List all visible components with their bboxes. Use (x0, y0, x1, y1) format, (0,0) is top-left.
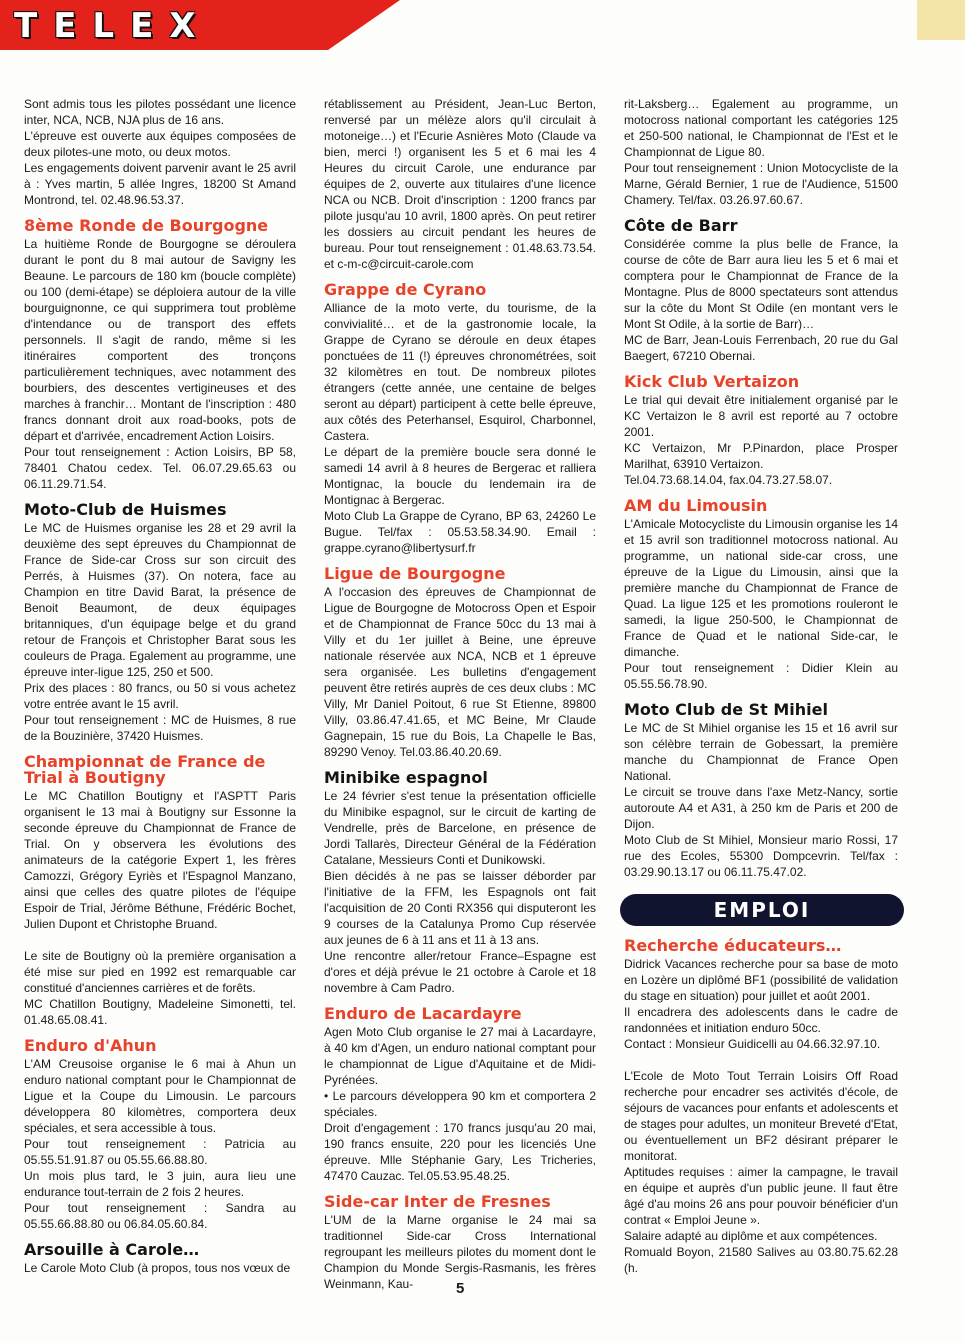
article-paragraph: Pour tout renseignement : Action Loisirs, BP 58, 78401 Chatou cedex. Tel. 06.07.29.65.63 ou 06.11.29.71.54. (24, 445, 296, 491)
article-paragraph: Pour tout renseignement : MC de Huismes, 8 rue de la Bouzinière, 37420 Huismes. (24, 713, 296, 743)
article-paragraph: L'Amicale Motocycliste du Limousin organise les 14 et 15 avril son traditionnel motocross national. Au programme, un national side-car cross, une épreuve de la Ligue du Limousin, ainsi que la première manche du Championnat de France de Quad. La ligue 125 et les promotions rouleront le samedi, la ligue 250-500, le Championnat de France de Quad et le national Side-car, le dimanche. (624, 517, 898, 659)
article-paragraph: Pour tout renseignement : Didier Klein au 05.55.56.78.90. (624, 661, 898, 691)
column-left (24, 96, 296, 1276)
article-paragraph: L'épreuve est ouverte aux équipes composées de deux pilotes-une moto, ou deux motos. (24, 129, 296, 159)
article-paragraph: Contact : Monsieur Guidicelli au 04.66.32.97.10. (624, 1037, 881, 1051)
article-paragraph: MC Chatillon Boutigny, Madeleine Simonetti, tel. 01.48.65.08.41. (24, 997, 296, 1027)
article-heading: Minibike espagnol (324, 768, 488, 787)
column-right (624, 96, 898, 1276)
article-paragraph: Tel.04.73.68.14.04, fax.04.73.27.58.07. (624, 473, 833, 487)
article-paragraph: Prix des places : 80 francs, ou 50 si vous achetez votre entrée avant le 15 avril. (24, 681, 296, 711)
article-heading: 8ème Ronde de Bourgogne (24, 216, 269, 235)
article-heading: Ligue de Bourgogne (324, 564, 506, 583)
article-paragraph: Le MC Chatillon Boutigny et l'ASPTT Paris organisent le 13 mai à Boutigny sur Essonne la seconde épreuve du Championnat de France de Trial. On y observera les évolutions des animateurs de la catégorie Expert 1, les frères Camozzi, Grégory Eyriès et l'Espagnol Manzano, ainsi que celles des quatre pilotes de l'équipe Espoir de Trial, Jérôme Béthune, Frédéric Bochet, Julien Dupont et Christophe Bruand. (24, 789, 296, 931)
page-number: 5 (456, 1280, 465, 1297)
article-paragraph: A l'occasion des épreuves de Championnat de Ligue de Bourgogne de Motocross Open et Espoir et de Championnat de France 50cc du 13 mai à Villy et du 1er juillet à Beine, une épreuve nationale réservée aux NCA, NCB et 1 épreuve sera organisée. Les bulletins d'engagement peuvent être retirés auprès de ces deux clubs : MC Villy, Mr Daniel Poitout, 6 rue St Etienne, 89800 Villy, 03.86.47.41.65, et MC Beine, Mr Claude Gagnepain, 15 rue du Bois, La Chapelle le Bas, 89290 Venoy. Tel.03.86.40.20.69. (324, 585, 596, 759)
article-heading: Kick Club Vertaizon (624, 372, 800, 391)
article-paragraph: Le MC de Huismes organise les 28 et 29 avril la deuxième des sept épreuves du Championnat de France de Side-car Cross sur son circuit des Perrés, à Huismes (37). On notera, face au Champion en titre David Barat, la présence de Benoit Beaumont, de deux équipages britanniques, d'un équipage belge et du grand retour de François et Christopher Barat sous les couleurs de Praga. Egalement au programme, une épreuve inter-ligue 125, 250 et 500. (24, 521, 296, 679)
article-paragraph: Le circuit se trouve dans l'axe Metz-Nancy, sortie autoroute A4 et A31, à 250 km de Paris et 200 de Dijon. (624, 785, 898, 831)
article-paragraph: Salaire adapté au diplôme et aux compétences. (624, 1229, 878, 1243)
article-paragraph: Les engagements doivent parvenir avant le 25 avril à : Yves martin, 5 allée Ingres, 18200 St Amand Montrond, tel. 02.48.96.53.37. (24, 161, 296, 207)
article-paragraph: L'Ecole de Moto Tout Terrain Loisirs Off Road recherche pour encadrer ses activités d'école, de séjours de vacances pour enfants et adolescents et de stages pour adultes, un moniteur Breveté d'Etat, ou éventuellement un BF2 désirant préparer le monitorat. (624, 1069, 898, 1163)
article-paragraph: Un mois plus tard, le 3 juin, aura lieu une endurance tout-terrain de 2 fois 2 heures. (24, 1169, 296, 1199)
article-paragraph: Le site de Boutigny où la première organisation a été mise sur pied en 1992 est remarquable car constitué d'anciennes carrières et de forêts. (24, 949, 296, 995)
article-paragraph: Agen Moto Club organise le 27 mai à Lacardayre, à 40 km d'Agen, un enduro national comptant pour le championnat de Ligue d'Aquitaine et de Midi-Pyrénées. (324, 1025, 596, 1087)
article-paragraph: KC Vertaizon, Mr P.Pinardon, place Prosper Marilhat, 63910 Vertaizon. (624, 441, 898, 471)
article-heading: Grappe de Cyrano (324, 280, 487, 299)
corner-tab (917, 0, 965, 40)
article-paragraph: • Le parcours développera 90 km et comportera 2 spéciales. (324, 1089, 596, 1119)
article-paragraph: Le MC de St Mihiel organise les 15 et 16 avril sur son célèbre terrain de Gobessart, la première manche du Championnat de France Open National. (624, 721, 898, 783)
paragraph-spacer (624, 1052, 898, 1068)
article-paragraph: Didrick Vacances recherche pour sa base de moto en Lozère un diplômé BF1 (possibilité de validation du stage en situation) pour juillet et août 2001. (624, 957, 898, 1003)
article-heading: AM du Limousin (624, 496, 768, 515)
article-paragraph: Le Carole Moto Club (à propos, tous nos vœux de (24, 1261, 291, 1275)
article-paragraph: Pour tout renseignement : Patricia au 05.55.51.91.87 ou 05.55.66.88.80. (24, 1137, 296, 1167)
article-paragraph: Considérée comme la plus belle de France, la course de côte de Barr aura lieu les 5 et 6 mai et comptera pour le Championnat de France de la Montagne. Plus de 8000 spectateurs sont attendus sur la côte du Mont St Odile (en montant vers le Mont St Odile, à la sortie de Barr)… (624, 237, 898, 331)
article-heading: Championnat de France de Trial à Boutigny (24, 752, 266, 787)
article-paragraph: Le 24 février s'est tenue la présentation officielle du Minibike espagnol, sur le circuit de karting de Vendrelle, près de Barcelone, en présence de Jordi Tallarès, Directeur Général de la Fédération Catalane, Messieurs Conti et Dunikowski. (324, 789, 596, 867)
article-paragraph: Aptitudes requises : aimer la campagne, le travail en équipe et auprès d'un public jeune. Il faut être âgé d'au moins 26 ans pour pouvoir bénéficier d'un contrat « Emploi Jeune ». (624, 1165, 898, 1227)
article-paragraph: Pour tout renseignement : Sandra au 05.55.66.88.80 ou 06.84.05.60.84. (24, 1201, 296, 1231)
article-paragraph: Pour tout renseignement : Union Motocycliste de la Marne, Gérald Bernier, 1 rue de l'Audience, 51500 Chamery. Tel/fax. 03.26.97.60.67. (624, 161, 898, 207)
article-heading: Moto-Club de Huismes (24, 500, 227, 519)
article-heading: Arsouille à Carole… (24, 1240, 200, 1259)
article-paragraph: Le départ de la première boucle sera donné le samedi 14 avril à 8 heures de Bergerac et ralliera Montignac, la boucle du lendemain ira de Montignac à Bergerac. (324, 445, 596, 507)
article-paragraph: Moto Club de St Mihiel, Monsieur mario Rossi, 17 rue des Ecoles, 55300 Dompcevrin. Tel/fax : 03.29.90.13.17 ou 06.11.75.47.02. (624, 833, 898, 879)
article-paragraph: Moto Club La Grappe de Cyrano, BP 63, 24260 Le Bugue. Tel/fax : 05.53.58.34.90. Email : grappe.cyrano@libertysurf.fr (324, 509, 596, 555)
masthead (0, 0, 965, 56)
article-heading: Enduro de Lacardayre (324, 1004, 522, 1023)
emploi-banner-label: EMPLOI (713, 898, 811, 922)
article-paragraph: MC de Barr, Jean-Louis Ferrenbach, 20 rue du Gal Baegert, 67210 Obernai. (624, 333, 898, 363)
emploi-section-banner (620, 894, 904, 926)
article-paragraph: Une rencontre aller/retour France–Espagne est d'ores et déjà prévue le 21 octobre à Carole et 18 novembre à Cam Padro. (324, 949, 596, 995)
article-heading: Enduro d'Ahun (24, 1036, 157, 1055)
article-paragraph: Il encadrera des adolescents dans le cadre de randonnées et initiation enduro 50cc. (624, 1005, 898, 1035)
article-heading: Moto Club de St Mihiel (624, 700, 828, 719)
article-paragraph: L'AM Creusoise organise le 6 mai à Ahun un enduro national comptant pour le Championnat de Ligue et la Coupe du Limousin. Le parcours développera 80 kilomètres, comportera deux spéciales, et sera accessible à tous. (24, 1057, 296, 1135)
magazine-section-title: TELEX (14, 6, 212, 46)
article-paragraph: rit-Laksberg… Egalement au programme, un motocross national comportant les catégories 125 et 250-500 national, le Championnat de l'Est et le Championnat de Ligue 80. (624, 97, 898, 159)
article-paragraph: Alliance de la moto verte, du tourisme, de la convivialité… et de la gastronomie locale, la Grappe de Cyrano se déroule en deux étapes ponctuées de 11 (!) épreuves chronométrées, soit 32 kilomètres en tout. De nombreux pilotes étrangers (cette année, une centaine de belges seront au départ) participent à cette belle épreuve, aux côtés des Peterhansel, Esquirol, Charbonnel, Castera. (324, 301, 596, 443)
paragraph-spacer (24, 932, 296, 948)
column-middle (324, 96, 596, 1292)
article-paragraph: Bien décidés à ne pas se laisser déborder par l'initiative de la FFM, les Espagnols ont fait l'acquisition de 20 Conti RX356 qui disputeront les 9 courses de la Catalunya Promo Cup réservée aux jeunes de 6 à 11 ans et 11 à 13 ans. (324, 869, 596, 947)
article-paragraph: Romuald Boyon, 21580 Salives au 03.80.75.62.28 (h. (624, 1245, 898, 1275)
article-paragraph: Sont admis tous les pilotes possédant une licence inter, NCA, NCB, NJA plus de 16 ans. (24, 97, 296, 127)
article-paragraph: rétablissement au Président, Jean-Luc Berton, renversé par un mélèze alors qu'il circulait à motoneige…) et l'Ecurie Asnières Moto (Claude va bien, merci !) organisent les 5 et 6 mai les 4 Heures du circuit Carole, une endurance par équipes de 2, ouverte aux titulaires d'une licence NCA ou NCB. Droit d'inscription : 1200 francs par pilote jusqu'au 10 avril, 1800 après. On peut retirer les dossiers au circuit pendant les heures de bureau. Pour tout renseignement : 01.48.63.73.54. et c-m-c@circuit-carole.com (324, 97, 596, 271)
article-paragraph: La huitième Ronde de Bourgogne se déroulera durant le pont du 8 mai autour de Savigny les Beaune. Le parcours de 180 km (boucle complète) ou 100 (demi-étape) se déploiera autour de la ville bourguignonne, ce qui supprimera tout problème d'intendance ou de transport des effets personnels. Il s'agit de rando, même si les itinéraires comportent des tronçons particulièrement techniques, avec notamment des bourbiers, des descentes vertigineuses et des marches à franchir… Montant de l'inscription : 480 francs donnant droit aux road-books, pots de départ et d'arrivée, encadrement Action Loisirs. (24, 237, 296, 443)
article-heading: Side-car Inter de Fresnes (324, 1192, 551, 1211)
article-paragraph: Le trial qui devait être initialement organisé par le KC Vertaizon le 8 avril est reporté au 7 octobre 2001. (624, 393, 898, 439)
article-heading: Recherche éducateurs… (624, 936, 842, 955)
article-heading: Côte de Barr (624, 216, 738, 235)
article-paragraph: Droit d'engagement : 170 francs jusqu'au 20 mai, 190 francs ensuite, 220 pour les licenciés Une épreuve. Mlle Stéphanie Gary, Les Tricheries, 47470 Cauzac. Tel.05.53.95.48.25. (324, 1121, 596, 1183)
article-paragraph: L'UM de la Marne organise le 24 mai sa traditionnel Side-car Cross International regroupant les meilleurs pilotes du moment dont le Champion du Monde Sergis-Rasmanis, les frères Weinmann, Kau- (324, 1213, 596, 1291)
